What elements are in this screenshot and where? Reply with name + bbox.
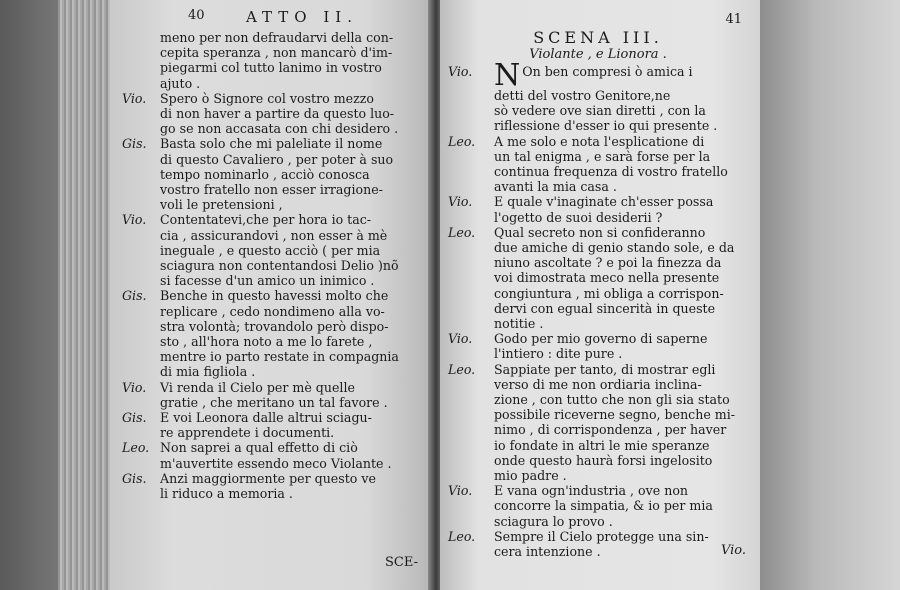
text-line — [448, 194, 748, 209]
text-line — [160, 243, 420, 258]
text-line — [448, 240, 748, 255]
line-text: congiuntura , mi obliga a corrispon- — [494, 285, 724, 301]
text-line — [160, 152, 420, 167]
line-text: Spero ò Signore col vostro mezzo — [160, 90, 374, 106]
line-text: Anzi maggiormente per questo ve — [160, 470, 376, 486]
speaker-label: Gis. — [122, 288, 147, 304]
left-header — [160, 8, 420, 30]
speaker-label: Leo. — [448, 361, 476, 377]
background-right — [760, 0, 900, 590]
line-text: go se non accasata con chi desidero . — [160, 121, 399, 137]
line-text: detti del vostro Genitore,ne — [494, 88, 671, 103]
text-line — [122, 470, 420, 486]
line-text: re apprendete i documenti. — [160, 425, 335, 441]
line-text: sò vedere ove sian diretti , con la — [494, 103, 706, 119]
line-text: si facesse d'un amico un inimico . — [160, 273, 375, 289]
line-text: Non saprei a qual effetto di ciò — [160, 440, 358, 456]
line-text: io fondate in altri le mie speranze — [494, 437, 710, 453]
right-text-block — [448, 58, 748, 560]
line-text: stra volontà; trovandolo però dispo- — [160, 318, 389, 334]
line-text: On ben compresi ò amica i — [522, 64, 693, 79]
line-text: l'intiero : dite pure . — [494, 346, 623, 362]
text-line — [160, 486, 420, 501]
right-header — [448, 12, 748, 27]
text-line — [122, 410, 420, 426]
line-text: tempo nominarlo , acciò conosca — [160, 166, 370, 182]
speaker-label: Leo. — [448, 133, 476, 149]
speaker-label: Leo. — [448, 528, 476, 544]
scene-title: SCENA III. — [533, 28, 663, 47]
text-line — [160, 76, 420, 91]
text-line — [160, 182, 420, 197]
line-text: ineguale , e questo acciò ( per mia — [160, 242, 381, 258]
text-line — [448, 438, 748, 453]
text-line — [448, 514, 748, 529]
running-head: ATTO II. — [246, 8, 358, 26]
text-line — [160, 273, 420, 288]
line-text: piegarmi col tutto lanimo in vostro — [160, 60, 382, 76]
text-line — [448, 118, 748, 133]
text-line — [160, 258, 420, 273]
line-text: niuno ascoltate ? e poi la finezza da — [494, 255, 722, 271]
text-line — [448, 316, 748, 331]
line-text: continua frequenza di vostro fratello — [494, 164, 728, 180]
line-text: E vana ogn'industria , ove non — [494, 483, 689, 499]
text-line — [160, 60, 420, 75]
left-page-number: 40 — [188, 8, 205, 23]
scene-subtitle: Violante , e Lionora . — [529, 47, 667, 62]
text-line — [448, 88, 748, 103]
line-text: verso di me non ordiaria inclina- — [494, 376, 702, 392]
line-text: un tal enigma , e sarà forse per la — [494, 148, 711, 164]
text-line — [448, 346, 748, 361]
line-text: meno per non defraudarvi della con- — [160, 30, 394, 45]
text-line — [160, 167, 420, 182]
text-line — [122, 379, 420, 395]
speaker-label: Vio. — [122, 90, 147, 106]
text-line — [160, 456, 420, 471]
speaker-label: Gis. — [122, 410, 147, 426]
speaker-label: Gis. — [122, 470, 147, 486]
text-line — [448, 331, 748, 346]
text-line — [160, 425, 420, 440]
right-page-number: 41 — [725, 12, 742, 27]
right-page — [440, 0, 760, 590]
text-line — [160, 197, 420, 212]
line-text: notitie . — [494, 316, 544, 332]
line-text: zione , con tutto che non gli sia stato — [494, 392, 730, 408]
speaker-label: Vio. — [122, 379, 147, 395]
line-text: Contentatevi,che per hora io tac- — [160, 212, 372, 228]
text-line — [448, 392, 748, 407]
line-text: due amiche di genio stando sole, e da — [494, 240, 735, 256]
left-catchword: SCE- — [385, 555, 418, 570]
line-text: cera intenzione . — [494, 544, 601, 560]
text-line — [448, 407, 748, 422]
line-text: E voi Leonora dalle altrui sciagu- — [160, 410, 372, 426]
text-line — [448, 498, 748, 513]
line-text: Sempre il Cielo protegge una sin- — [494, 528, 709, 544]
line-text: di mia figliola . — [160, 364, 256, 380]
line-text: m'auvertite essendo meco Violante . — [160, 455, 392, 471]
line-text: l'ogetto de suoi desiderii ? — [494, 209, 663, 225]
line-text: sciagura lo provo . — [494, 513, 613, 529]
line-text: di questo Cavaliero , per poter à suo — [160, 151, 394, 167]
drop-cap: N — [494, 58, 521, 93]
speaker-label: Vio. — [448, 64, 473, 79]
text-line — [448, 362, 748, 377]
text-line — [448, 377, 748, 392]
line-text: avanti la mia casa . — [494, 179, 617, 195]
text-line — [448, 149, 748, 164]
line-text: mio padre . — [494, 468, 567, 484]
text-line — [448, 453, 748, 468]
line-text: gratie , che meritano un tal favore . — [160, 394, 388, 410]
line-text: cepita speranza , non mancarò d'im- — [160, 45, 393, 61]
line-text: cia , assicurandovi , non esser à mè — [160, 227, 388, 243]
line-text: vostro fratello non esser irragione- — [160, 182, 383, 198]
line-text: voli le pretensioni , — [160, 197, 283, 213]
text-line — [160, 228, 420, 243]
text-line — [448, 134, 748, 149]
text-line — [160, 395, 420, 410]
text-line — [448, 529, 748, 544]
line-text: Godo per mio governo di saperne — [494, 331, 708, 347]
line-text: nimo , di corrispondenza , per haver — [494, 422, 727, 438]
text-line — [448, 179, 748, 194]
line-text: dervi con egual sincerità in queste — [494, 300, 716, 316]
text-line — [448, 164, 748, 179]
line-text: Basta solo che mi paleliate il nome — [160, 136, 383, 152]
line-text: concorre la simpatia, & io per mia — [494, 498, 713, 514]
text-line — [448, 422, 748, 437]
speaker-label: Vio. — [448, 331, 473, 347]
speaker-label: Leo. — [448, 224, 476, 240]
page-edges — [58, 0, 118, 590]
speaker-label: Vio. — [448, 483, 473, 499]
line-text: li riduco a memoria . — [160, 486, 293, 502]
text-line — [160, 30, 420, 45]
text-line — [160, 364, 420, 379]
line-text: Benche in questo havessi molto che — [160, 288, 389, 304]
text-line — [448, 225, 748, 240]
line-text: di non haver a partire da questo luo- — [160, 106, 395, 122]
line-text: possibile riceverne segno, benche mi- — [494, 407, 736, 423]
speaker-label: Vio. — [448, 194, 473, 210]
text-line — [160, 349, 420, 364]
line-text: Vi renda il Cielo per mè quelle — [160, 379, 355, 395]
text-line — [160, 45, 420, 60]
text-line — [448, 58, 748, 93]
text-line — [122, 212, 420, 228]
text-line — [448, 286, 748, 301]
text-line — [160, 319, 420, 334]
line-text: replicare , cedo nondimeno alla vo- — [160, 303, 385, 319]
text-line — [122, 440, 420, 456]
line-text: sto , all'hora noto a me lo farete , — [160, 334, 373, 350]
right-catchword: Vio. — [720, 543, 746, 558]
text-line — [122, 90, 420, 106]
line-text: E quale v'inaginate ch'esser possa — [494, 194, 714, 210]
left-page — [110, 0, 430, 590]
line-text: ajuto . — [160, 75, 201, 91]
line-text: onde questo haurà forsi ingelosito — [494, 452, 713, 468]
text-line — [160, 121, 420, 136]
left-text-block — [122, 30, 420, 502]
line-text: Sappiate per tanto, di mostrar egli — [494, 361, 716, 377]
text-line — [160, 106, 420, 121]
text-line — [448, 270, 748, 285]
speaker-label: Leo. — [122, 440, 150, 456]
speaker-label: Vio. — [122, 212, 147, 228]
text-line — [448, 255, 748, 270]
text-line — [448, 468, 748, 483]
text-line — [160, 304, 420, 319]
line-text: riflessione d'esser io qui presente . — [494, 118, 718, 134]
text-line — [448, 301, 748, 316]
text-line — [160, 334, 420, 349]
text-line — [448, 544, 748, 559]
text-line — [122, 288, 420, 304]
speaker-label: Gis. — [122, 136, 147, 152]
text-line — [448, 483, 748, 498]
line-text: voi dimostrata meco nella presente — [494, 270, 720, 286]
text-line — [448, 103, 748, 118]
text-line — [122, 136, 420, 152]
line-text: Qual secreto non si confideranno — [494, 224, 706, 240]
line-text: sciagura non contentandosi Delio )nõ — [160, 258, 399, 274]
line-text: mentre io parto restate in compagnia — [160, 349, 399, 365]
text-line — [448, 210, 748, 225]
line-text: A me solo e nota l'esplicatione di — [494, 133, 705, 149]
